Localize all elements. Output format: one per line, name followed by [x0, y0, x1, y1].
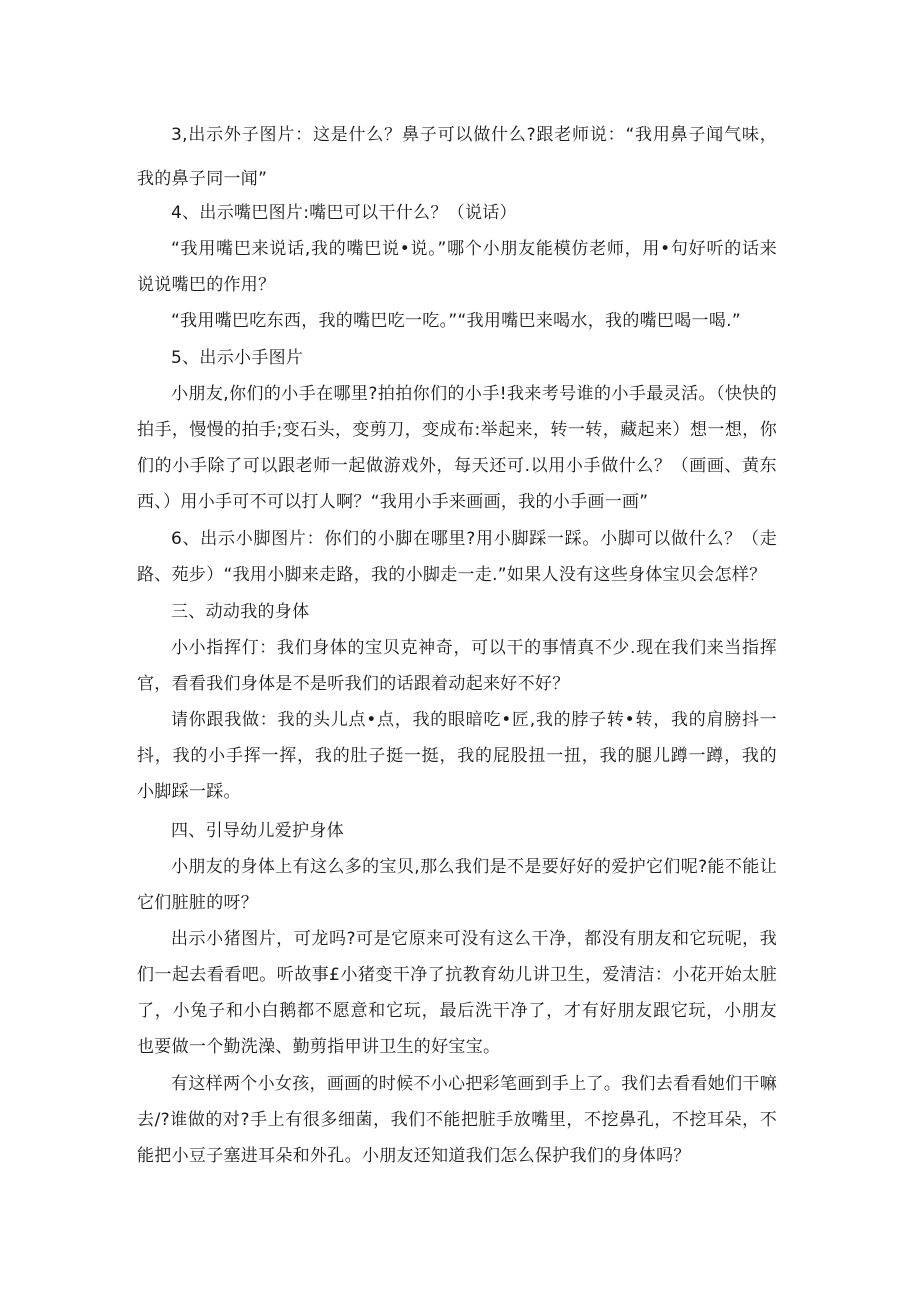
paragraph-mouth-heading: 4、出示嘴巴图片:嘴巴可以干什么？（说话） [171, 203, 517, 223]
paragraph-conductor: 小小指挥仃：我们身体的宝贝克神奇，可以干的事情真不少.现在我们来当指挥官，看看我们身体是不是听我们的话跟着动起来好不好？ [137, 638, 777, 694]
paragraph-nose: 3,出示外子图片：这是什么？鼻子可以做什么?跟老师说：“我用鼻子闻气味，我的鼻子同一闻” [137, 125, 777, 189]
section-heading-3: 三、动动我的身体 [171, 602, 310, 622]
paragraph-mouth-speak: “我用嘴巴来说话,我的嘴巴说•说。”哪个小朋友能模仿老师，用•句好听的话来说说嘴巴的作用？ [137, 239, 777, 295]
paragraph-foot: 6、出示小脚图片：你们的小脚在哪里?用小脚踩一踩。小脚可以做什么？（走路、苑步）“我用小脚来走路，我的小脚走一走.”如果人没有这些身体宝贝会怎样？ [137, 529, 777, 585]
section-heading-4: 四、引导幼儿爱护身体 [171, 821, 344, 841]
paragraph-piggy: 出示小猪图片，可龙吗?可是它原来可没有这么干净，都没有朋友和它玩呢，我们一起去看看吧。听故事£小猪变干净了抗教育幼儿讲卫生，爱清洁：小花开始太脏了，小兔子和小白鹅都不愿意和它玩，最后洗干净了，才有好朋友跟它玩，小朋友也要做一个勤洗澡、勤剪指甲讲卫生的好宝宝。 [137, 929, 777, 1057]
paragraph-hand-heading: 5、出示小手图片 [171, 348, 304, 368]
paragraph-mouth-eat: “我用嘴巴吃东西，我的嘴巴吃一吃。”“我用嘴巴来喝水，我的嘴巴喝一喝.” [171, 311, 741, 331]
paragraph-follow-me: 请你跟我做：我的头儿点•点，我的眼暗吃•匠,我的脖子转•转，我的肩膀抖一抖，我的小手挥一挥，我的肚子挺一挺，我的屁股扭一扭，我的腿儿蹲一蹲，我的小脚踩一踩。 [137, 710, 777, 802]
paragraph-two-girls: 有这样两个小女孩，画画的时候不小心把彩笔画到手上了。我们去看看她们干嘛去/?谁做的对?手上有很多细菌，我们不能把脏手放嘴里，不挖鼻孔，不挖耳朵，不能把小豆子塞进耳朵和外孔。小朋友还知道我们怎么保护我们的身体吗？ [137, 1074, 777, 1166]
paragraph-hand: 小朋友,你们的小手在哪里?拍拍你们的小手!我来考号谁的小手最灵活。（快快的拍手，慢慢的拍手;变石头，变剪刀，变成布:举起来，转一转，藏起来）想一想，你们的小手除了可以跟老师一起做游戏外，每天还可.以用小手做什么？（画画、黄东西、）用小手可不可以打人啊？“我用小手来画画，我的小手画一画” [137, 384, 777, 512]
paragraph-protect: 小朋友的身体上有这么多的宝贝,那么我们是不是要好好的爱护它们呢?能不能让它们脏脏的呀？ [137, 857, 777, 913]
